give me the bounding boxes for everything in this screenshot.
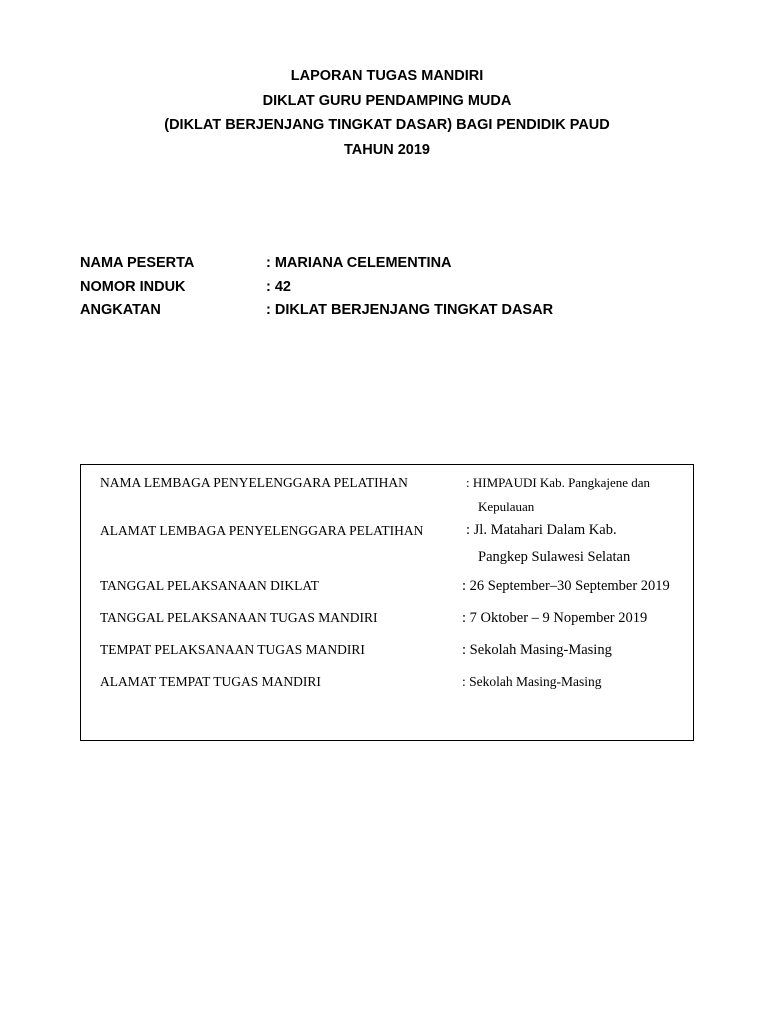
detail-value-line: Pangkep Sulawesi Selatan bbox=[478, 549, 631, 565]
detail-label: TEMPAT PELAKSANAAN TUGAS MANDIRI bbox=[100, 642, 365, 657]
identity-row-batch bbox=[80, 299, 700, 323]
detail-value-line: : HIMPAUDI Kab. Pangkajene dan bbox=[466, 475, 651, 490]
identity-value: : DIKLAT BERJENJANG TINGKAT DASAR bbox=[266, 302, 554, 318]
identity-value: : 42 bbox=[266, 278, 291, 295]
identity-label: NOMOR INDUK bbox=[80, 278, 186, 295]
title-line-4: TAHUN 2019 bbox=[344, 142, 430, 159]
detail-value-line: : 26 September–30 September 2019 bbox=[462, 578, 670, 594]
title-line-1: LAPORAN TUGAS MANDIRI bbox=[290, 68, 484, 84]
title-line-3: (DIKLAT BERJENJANG TINGKAT DASAR) BAGI PENDIDIK PAUD bbox=[164, 117, 610, 134]
detail-value-line: Kepulauan bbox=[478, 499, 535, 514]
identity-value: : MARIANA CELEMENTINA bbox=[266, 255, 452, 271]
detail-value-line: : Sekolah Masing-Masing bbox=[462, 642, 612, 658]
detail-value bbox=[466, 471, 650, 519]
detail-value bbox=[462, 639, 612, 661]
detail-value-line: : 7 Oktober – 9 Nopember 2019 bbox=[462, 610, 648, 626]
detail-label: ALAMAT LEMBAGA PENYELENGGARA PELATIHAN bbox=[100, 523, 424, 538]
detail-label: NAMA LEMBAGA PENYELENGGARA PELATIHAN bbox=[100, 475, 408, 490]
detail-value bbox=[466, 517, 630, 571]
report-title bbox=[0, 64, 768, 163]
identity-label: NAMA PESERTA bbox=[80, 255, 195, 271]
participant-identity bbox=[80, 252, 700, 323]
detail-value-line: : Jl. Matahari Dalam Kab. bbox=[466, 522, 617, 538]
detail-label: TANGGAL PELAKSANAAN DIKLAT bbox=[100, 578, 319, 593]
detail-label: TANGGAL PELAKSANAAN TUGAS MANDIRI bbox=[100, 610, 378, 625]
detail-value bbox=[462, 575, 670, 597]
detail-value bbox=[462, 671, 602, 693]
detail-label: ALAMAT TEMPAT TUGAS MANDIRI bbox=[100, 674, 321, 689]
detail-value bbox=[462, 607, 647, 629]
identity-label: ANGKATAN bbox=[80, 302, 161, 318]
title-line-2: DIKLAT GURU PENDAMPING MUDA bbox=[262, 92, 512, 109]
identity-row-name bbox=[80, 252, 700, 276]
detail-value-line: : Sekolah Masing-Masing bbox=[462, 674, 602, 689]
training-details-box bbox=[80, 464, 694, 741]
identity-row-number bbox=[80, 276, 700, 300]
